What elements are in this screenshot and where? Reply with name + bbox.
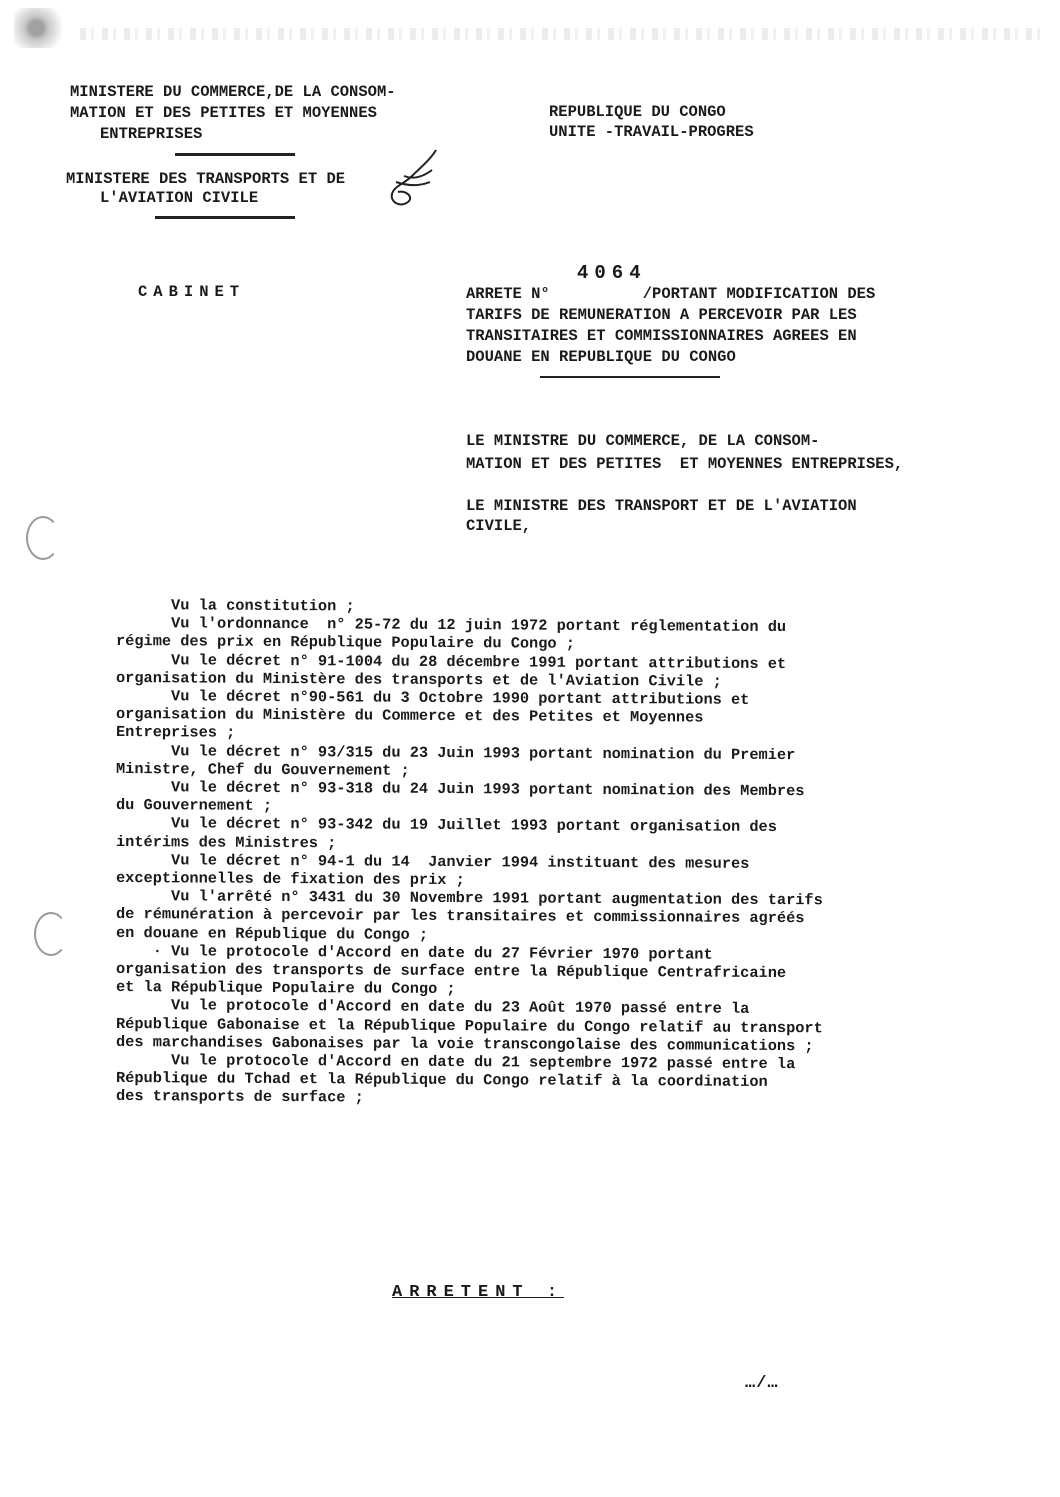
considerant-line: Vu le protocole d'Accord en date du 23 Août 1970 passé entre la — [115, 996, 750, 1019]
republic-motto: UNITE -TRAVAIL-PROGRES — [549, 123, 754, 141]
header-rule-1 — [175, 153, 295, 156]
continuation-mark: …/… — [745, 1374, 779, 1393]
considerant-line: Vu le décret n° 91-1004 du 28 décembre 1991 portant attributions et — [115, 650, 787, 673]
considerant-line: Vu le décret n° 94-1 du 14 Janvier 1994 instituant des mesures — [115, 850, 750, 873]
considerant-line: et la République Populaire du Congo ; — [115, 978, 456, 999]
considerant-line: organisation du Ministère des transports et de l'Aviation Civile ; — [115, 668, 722, 691]
considerant-line: République du Tchad et la République du Congo relatif à la coordination — [115, 1069, 768, 1092]
considerant-line: organisation des transports de surface entre la République Centrafricaine — [115, 960, 787, 983]
title-rule — [540, 376, 720, 378]
ministry-commerce-line-3: ENTREPRISES — [100, 125, 203, 143]
considerant-line: Ministre, Chef du Gouvernement ; — [115, 759, 410, 780]
cabinet-label: CABINET — [138, 283, 246, 301]
arrete-title-line-1: ARRETE N° /PORTANT MODIFICATION DES — [466, 285, 876, 303]
considerant-line: Vu le protocole d'Accord en date du 21 septembre 1972 passé entre la — [115, 1051, 796, 1074]
minister-transports-line-1: LE MINISTRE DES TRANSPORT ET DE L'AVIATION — [466, 497, 857, 515]
considerant-line: organisation du Ministère du Commerce et des Petites et Moyennes — [115, 705, 704, 727]
considerant-line: Vu le décret n° 93/315 du 23 Juin 1993 portant nomination du Premier — [115, 741, 796, 764]
scan-blot — [14, 8, 70, 48]
minister-transports-line-2: CIVILE, — [466, 517, 532, 535]
ministry-commerce-line-2: MATION ET DES PETITES ET MOYENNES — [70, 104, 377, 122]
minister-commerce-line-2: MATION ET DES PETITES ET MOYENNES ENTREPRISES, — [466, 455, 904, 473]
ministry-commerce-line-1: MINISTERE DU COMMERCE,DE LA CONSOM- — [70, 83, 396, 101]
considerant-line: Entreprises ; — [115, 723, 236, 743]
considerant-line: Vu le décret n°90-561 du 3 Octobre 1990 portant attributions et — [115, 687, 750, 709]
republic-name: REPUBLIQUE DU CONGO — [549, 103, 726, 121]
considerant-line: intérims des Ministres ; — [115, 832, 337, 852]
considerant-line: du Gouvernement ; — [115, 796, 273, 816]
arrete-title-line-4: DOUANE EN REPUBLIQUE DU CONGO — [466, 348, 736, 366]
considerant-line: Vu le décret n° 93-342 du 19 Juillet 1993 portant organisation des — [115, 814, 777, 837]
arrete-title-line-3: TRANSITAIRES ET COMMISSIONNAIRES AGREES EN — [466, 327, 857, 345]
considerant-line: des marchandises Gabonaises par la voie transcongolaise des communications ; — [115, 1032, 814, 1056]
punch-hole-bottom — [34, 912, 68, 956]
arretent-heading: ARRETENT : — [392, 1283, 565, 1302]
considerant-line: Vu l'ordonnance n° 25-72 du 12 juin 1972 portant réglementation du — [115, 614, 787, 637]
considerant-line: des transports de surface ; — [115, 1087, 364, 1107]
considerant-line: Vu la constitution ; — [115, 596, 355, 616]
minister-commerce-line-1: LE MINISTRE DU COMMERCE, DE LA CONSOM- — [466, 432, 820, 450]
considerant-line: · Vu le protocole d'Accord en date du 27 Février 1970 portant — [115, 941, 713, 964]
considerant-line: République Gabonaise et la République Populaire du Congo relatif au transport — [115, 1014, 823, 1037]
ministry-transports-line-1: MINISTERE DES TRANSPORTS ET DE — [66, 170, 346, 188]
considerant-line: exceptionnelles de fixation des prix ; — [115, 869, 465, 890]
considerant-line: régime des prix en République Populaire du Congo ; — [115, 632, 576, 654]
considerant-line: de rémunération à percevoir par les transitaires et commissionnaires agréés — [115, 905, 805, 928]
header-rule-2 — [155, 216, 295, 219]
handwritten-initials — [386, 146, 444, 216]
scan-noise — [80, 28, 1040, 40]
considerants — [116, 596, 936, 1106]
arrete-title-line-2: TARIFS DE REMUNERATION A PERCEVOIR PAR LES — [466, 306, 857, 324]
considerant-line: en douane en République du Congo ; — [115, 923, 429, 944]
punch-hole-top — [26, 516, 60, 560]
considerant-line: Vu le décret n° 93-318 du 24 Juin 1993 portant nomination des Membres — [115, 778, 805, 801]
considerant-line: Vu l'arrêté n° 3431 du 30 Novembre 1991 portant augmentation des tarifs — [115, 887, 823, 910]
arrete-number: 4064 — [577, 262, 647, 284]
ministry-transports-line-2: L'AVIATION CIVILE — [100, 189, 259, 207]
